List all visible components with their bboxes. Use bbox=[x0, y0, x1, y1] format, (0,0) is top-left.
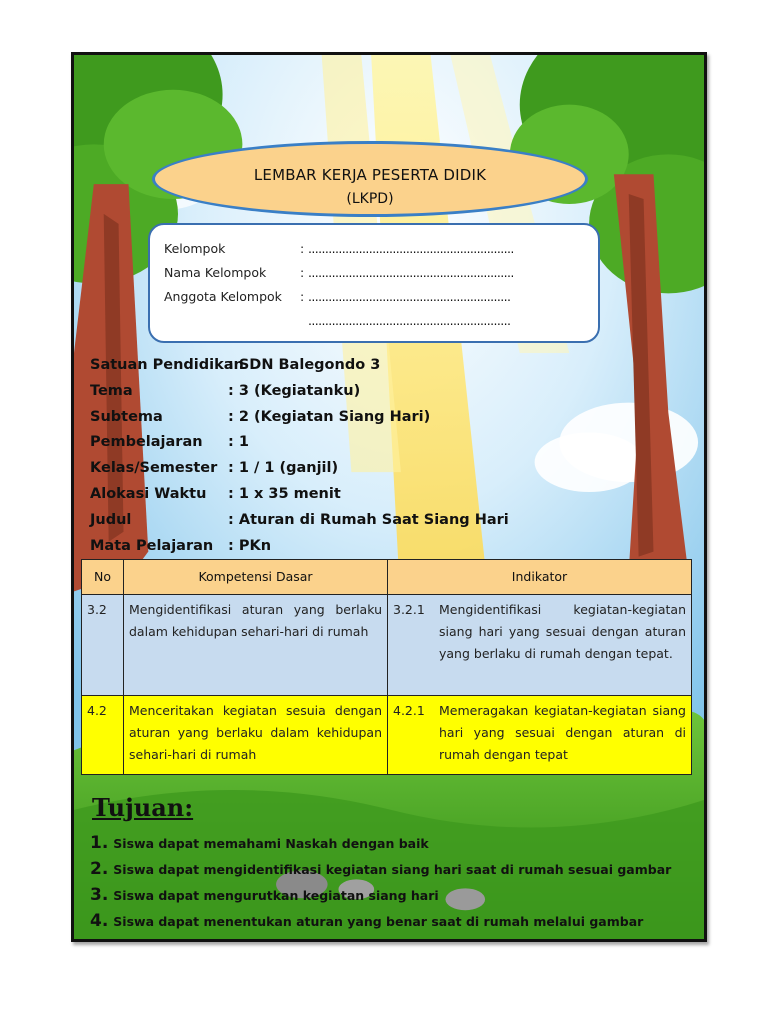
column-header-no: No bbox=[82, 560, 124, 595]
info-key: Judul bbox=[90, 511, 132, 528]
document-title: LEMBAR KERJA PESERTA DIDIK bbox=[253, 166, 487, 184]
column-header-indikator: Indikator bbox=[388, 560, 692, 595]
group-identity-box bbox=[148, 223, 600, 343]
item-text: Siswa dapat memahami Naskah dengan baik bbox=[113, 836, 429, 851]
info-key: Satuan Pendidikan bbox=[90, 357, 244, 373]
info-row bbox=[90, 409, 509, 435]
column-header-kompetensi-dasar: Kompetensi Dasar bbox=[124, 560, 388, 595]
table-row bbox=[82, 595, 692, 696]
info-value: : 1 x 35 menit bbox=[228, 485, 341, 502]
identity-label: Nama Kelompok bbox=[164, 265, 267, 280]
table-row bbox=[82, 696, 692, 775]
info-key: Alokasi Waktu bbox=[90, 485, 207, 502]
info-key: Pembelajaran bbox=[90, 434, 203, 451]
identity-label: Kelompok bbox=[164, 241, 226, 256]
list-item bbox=[90, 911, 671, 937]
info-value: : PKn bbox=[228, 537, 272, 554]
indikator-number: 3.2.1 bbox=[393, 602, 425, 617]
anggota-kelompok-field-line2[interactable]: ............................................................ bbox=[308, 313, 511, 328]
cell-indikator bbox=[388, 696, 692, 775]
info-key: Subtema bbox=[90, 408, 163, 425]
document-subtitle: (LKPD) bbox=[346, 191, 394, 207]
info-key: Mata Pelajaran bbox=[90, 537, 214, 554]
identity-row-anggota-kelompok bbox=[164, 289, 304, 304]
title-banner bbox=[152, 141, 588, 217]
worksheet-page bbox=[71, 52, 707, 942]
item-number: 2. bbox=[90, 859, 109, 879]
identity-separator: : bbox=[300, 265, 305, 280]
info-key: Kelas/Semester bbox=[90, 460, 218, 477]
info-value: : 3 (Kegiatanku) bbox=[228, 382, 361, 399]
cell-no: 4.2 bbox=[82, 696, 124, 775]
tujuan-heading: Tujuan: bbox=[92, 793, 194, 822]
cell-kompetensi-dasar: Menceritakan kegiatan sesuia dengan aturan yang berlaku dalam kehidupan sehari-hari di rumah bbox=[124, 696, 388, 775]
lesson-info bbox=[90, 357, 509, 563]
info-row bbox=[90, 460, 509, 486]
identity-row-kelompok bbox=[164, 241, 304, 256]
kelompok-field[interactable]: ............................................................. bbox=[308, 241, 514, 256]
info-key: Tema bbox=[90, 382, 133, 399]
list-item bbox=[90, 859, 671, 885]
tujuan-list bbox=[90, 833, 671, 937]
indikator-text: Mengidentifikasi kegiatan-kegiatan siang hari yang sesuai dengan aturan yang berlaku di rumah dengan tepat. bbox=[439, 602, 686, 661]
info-value: : SDN Balegondo 3 bbox=[228, 357, 381, 373]
info-row bbox=[90, 512, 509, 538]
indikator-text: Memeragakan kegiatan-kegiatan siang hari yang sesuai dengan aturan di rumah dengan tepat bbox=[439, 703, 686, 762]
info-value: : 1 / 1 (ganjil) bbox=[228, 460, 339, 477]
indikator-number: 4.2.1 bbox=[393, 703, 425, 718]
identity-separator: : bbox=[300, 289, 305, 304]
info-value: : 2 (Kegiatan Siang Hari) bbox=[228, 408, 431, 425]
nama-kelompok-field[interactable]: ............................................................. bbox=[308, 265, 514, 280]
info-row bbox=[90, 357, 509, 383]
item-number: 1. bbox=[90, 833, 109, 853]
info-row bbox=[90, 434, 509, 460]
info-row bbox=[90, 383, 509, 409]
info-value: : 1 bbox=[228, 434, 249, 451]
identity-separator: : bbox=[300, 241, 305, 256]
cell-indikator bbox=[388, 595, 692, 696]
item-number: 3. bbox=[90, 885, 109, 905]
identity-row-nama-kelompok bbox=[164, 265, 304, 280]
item-number: 4. bbox=[90, 911, 109, 931]
cell-no: 3.2 bbox=[82, 595, 124, 696]
cell-kompetensi-dasar: Mengidentifikasi aturan yang berlaku dalam kehidupan sehari-hari di rumah bbox=[124, 595, 388, 696]
item-text: Siswa dapat menentukan aturan yang benar saat di rumah melalui gambar bbox=[113, 914, 644, 929]
info-row bbox=[90, 486, 509, 512]
identity-label: Anggota Kelompok bbox=[164, 289, 282, 304]
competency-table bbox=[81, 559, 692, 775]
info-value: : Aturan di Rumah Saat Siang Hari bbox=[228, 511, 509, 528]
anggota-kelompok-field[interactable]: ............................................................ bbox=[308, 289, 511, 304]
list-item bbox=[90, 885, 671, 911]
table-header-row bbox=[82, 560, 692, 595]
item-text: Siswa dapat mengurutkan kegiatan siang hari bbox=[113, 888, 439, 903]
item-text: Siswa dapat mengidentifikasi kegiatan siang hari saat di rumah sesuai gambar bbox=[113, 862, 672, 877]
list-item bbox=[90, 833, 671, 859]
